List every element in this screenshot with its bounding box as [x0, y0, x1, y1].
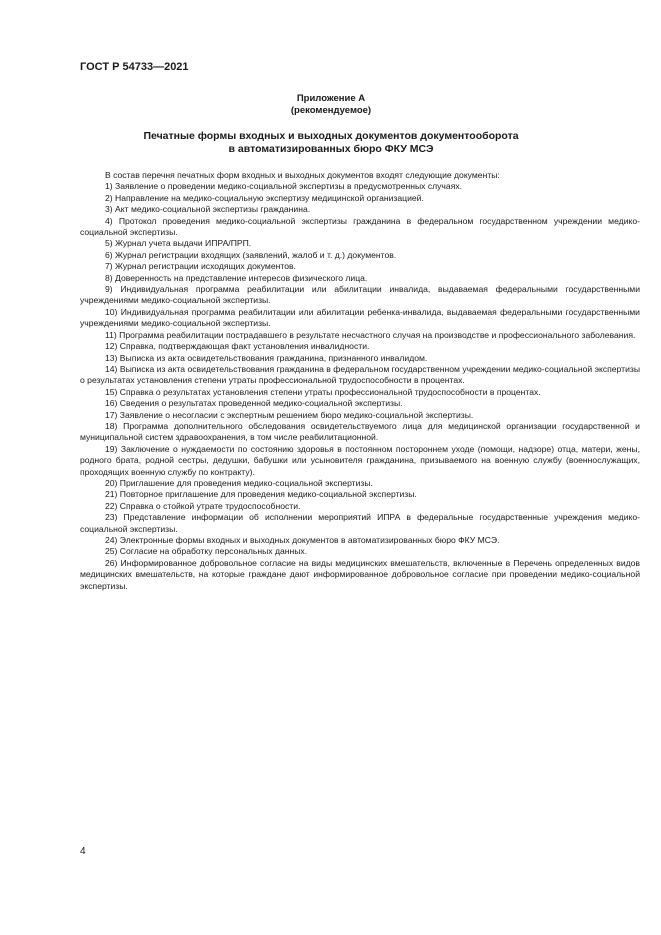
list-item: 9) Индивидуальная программа реабилитации или абилитации инвалида, выдаваемая федеральными государственными учреждениями медико-социальной экспертизы. — [80, 284, 640, 306]
list-item: 17) Заявление о несогласии с экспертным решением бюро медико-социальной экспертизы. — [105, 409, 474, 420]
list-item: 23) Представление информации об исполнении мероприятий ИПРА в федеральные государственные учреждения медико-социальной экспертизы. — [80, 512, 640, 534]
section-heading — [80, 130, 582, 156]
list-item: 26) Информированное добровольное согласие на виды медицинских вмешательств, включенные в Перечень определенных видов медицинских вмешательств, на которые граждане дают информированное добровольное согласие при проведении медико-социальной экспертизы. — [80, 557, 640, 591]
list-item: 21) Повторное приглашение для проведения медико-социальной экспертизы. — [105, 489, 417, 500]
list-item: 14) Выписка из акта освидетельствования гражданина в федеральном государственном учреждении медико-социальной экспертизы о результатах установления степени утраты профессиональной трудоспособности в процентах. — [80, 363, 640, 386]
list-item: 25) Согласие на обработку персональных данных. — [105, 546, 308, 557]
document-body — [80, 170, 640, 592]
list-item: 15) Справка о результатах установления степени утраты профессиональной трудоспособности в процентах. — [105, 386, 541, 397]
list-item: 5) Журнал учета выдачи ИПРА/ПРП. — [105, 238, 252, 249]
list-item: 10) Индивидуальная программа реабилитации или абилитации ребенка-инвалида, выдаваемая федеральными государственными учреждениями медико-социальной экспертизы. — [80, 306, 640, 329]
list-item: 11) Программа реабилитации пострадавшего в результате несчастного случая на производстве и профессионального заболевания. — [105, 329, 636, 340]
list-item: 13) Выписка из акта освидетельствования гражданина, признанного инвалидом. — [105, 352, 428, 363]
heading-line-1: Печатные формы входных и выходных документов документооборота — [143, 130, 519, 142]
list-item: 1) Заявление о проведении медико-социальной экспертизы в предусмотренных случаях. — [105, 181, 463, 192]
page-number: 4 — [80, 846, 86, 857]
appendix-header — [80, 93, 582, 117]
list-item: 7) Журнал регистрации исходящих документов. — [105, 261, 296, 272]
appendix-subtitle: (рекомендуемое) — [290, 105, 372, 116]
list-item: 22) Справка о стойкой утрате трудоспособности. — [105, 500, 301, 511]
list-item: 4) Протокол проведения медико-социальной экспертизы гражданина в федеральном государственном учреждении медико-социальной экспертизы. — [80, 215, 640, 238]
appendix-title: Приложение А — [296, 93, 366, 104]
list-item: 24) Электронные формы входных и выходных документов в автоматизированных бюро ФКУ МСЭ. — [105, 535, 500, 545]
intro-paragraph: В состав перечня печатных форм входных и выходных документов входят следующие документы: — [105, 170, 500, 180]
document-code: ГОСТ Р 54733—2021 — [80, 61, 189, 73]
list-item: 2) Направление на медико-социальную экспертизу медицинской организацией. — [105, 192, 424, 203]
heading-line-2: в автоматизированных бюро ФКУ МСЭ — [228, 143, 434, 155]
list-item: 16) Сведения о результатах проведенной медико-социальной экспертизы. — [105, 398, 403, 409]
list-item: 6) Журнал регистрации входящих (заявлений, жалоб и т. д.) документов. — [105, 249, 397, 260]
list-item: 19) Заключение о нуждаемости по состоянию здоровья в постоянном постороннем уходе (помощи, надзоре) отца, матери, жены, родного брата, родной сестры, дедушки, бабушки или усыновителя гражданина, призываемого на военную службу (военнослужащих, проходящих военную службу по контракту). — [80, 443, 640, 477]
list-item: 8) Доверенность на представление интересов физического лица. — [105, 272, 368, 283]
list-item: 12) Справка, подтверждающая факт установления инвалидности. — [105, 341, 370, 352]
list-item: 20) Приглашение для проведения медико-социальной экспертизы. — [105, 477, 373, 488]
list-item: 18) Программа дополнительного обследования освидетельствуемого лица для медицинской организации государственной и муниципальной систем здравоохранения, в том числе реабилитационной. — [80, 420, 640, 443]
list-item: 3) Акт медико-социальной экспертизы гражданина. — [105, 204, 311, 215]
